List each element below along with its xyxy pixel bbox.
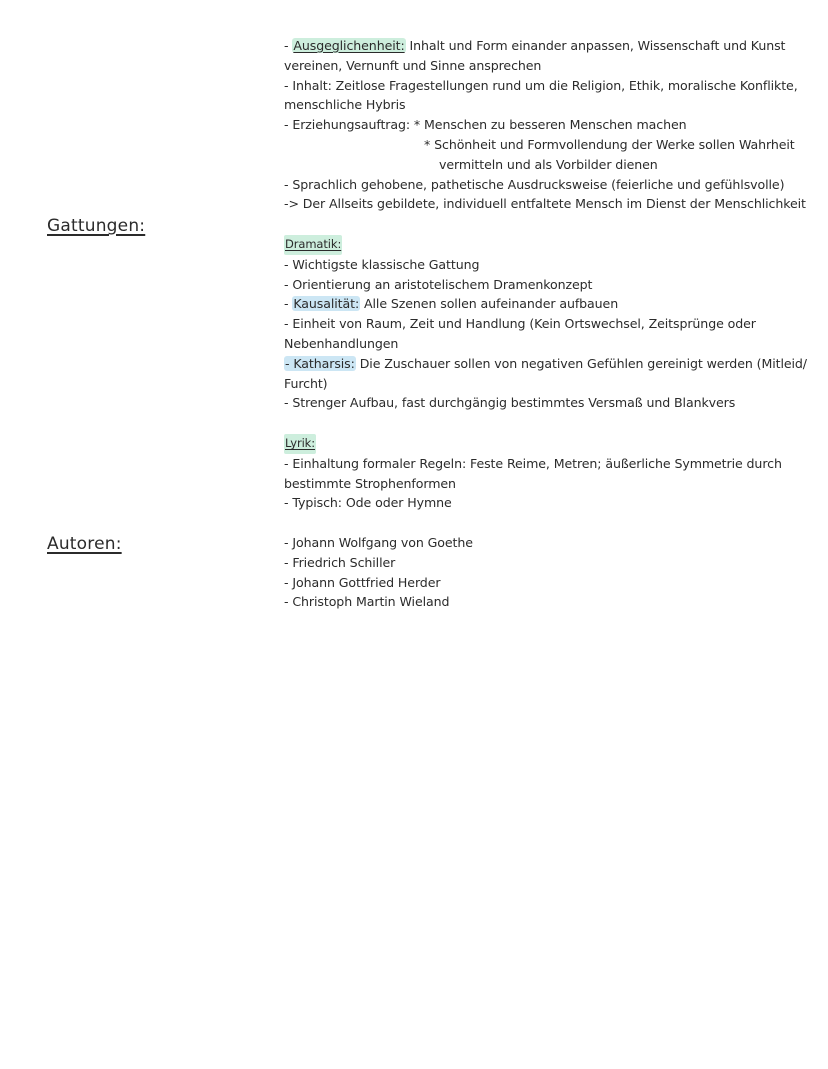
ideal-erziehung-point2: * Schönheit und Formvollendung der Werke sollen Wahrheit <box>424 136 795 152</box>
ideal-ausgeglichenheit <box>284 36 820 56</box>
dramatik-item: - Strenger Aufbau, fast durchgängig bestimmtes Versmaß und Blankvers <box>284 395 736 411</box>
ideal-mensch: -> Der Allseits gebildete, individuell entfaltete Mensch im Dienst der Menschlichkeit <box>284 196 806 212</box>
dramatik-item: - Orientierung an aristotelischem Dramenkonzept <box>284 276 593 292</box>
lyrik-title: Lyrik: <box>284 434 316 454</box>
author-item: - Johann Gottfried Herder <box>284 574 441 590</box>
dramatik-title: Dramatik: <box>284 235 342 255</box>
heading-gattungen: Gattungen: <box>47 216 146 236</box>
term-ausgeglichenheit: Ausgeglichenheit: <box>293 38 405 53</box>
term-kausalitaet: Kausalität: <box>293 296 360 312</box>
dramatik-item: - Einheit von Raum, Zeit und Handlung (Kein Ortswechsel, Zeitsprünge oder <box>284 316 756 332</box>
dramatik-item-cont: Nebenhandlungen <box>284 335 399 351</box>
lyrik-item-cont: bestimmte Strophenformen <box>284 475 456 491</box>
author-item: - Johann Wolfgang von Goethe <box>284 534 473 550</box>
author-item: - Friedrich Schiller <box>284 554 396 570</box>
ideal-erziehung-point2-cont: vermitteln und als Vorbilder dienen <box>439 156 658 172</box>
katharsis-text: Die Zuschauer sollen von negativen Gefühlen gereinigt werden (Mitleid/ <box>355 355 807 371</box>
term-katharsis: - Katharsis: <box>285 355 355 371</box>
katharsis-text-cont: Furcht) <box>284 375 328 391</box>
notes-content <box>284 36 820 612</box>
kausalitaet-text: Alle Szenen sollen aufeinander aufbauen <box>360 296 619 312</box>
ausgeglichenheit-text: Inhalt und Form einander anpassen, Wissenschaft und Kunst <box>405 38 786 53</box>
lyrik-item: - Typisch: Ode oder Hymne <box>284 495 452 511</box>
heading-autoren: Autoren: <box>47 534 122 554</box>
ideal-inhalt-cont: menschliche Hybris <box>284 97 406 113</box>
bullet-prefix: - <box>284 296 293 312</box>
dramatik-katharsis <box>284 354 820 374</box>
ausgeglichenheit-text-cont: vereinen, Vernunft und Sinne ansprechen <box>284 57 542 73</box>
lyrik-item: - Einhaltung formaler Regeln: Feste Reime, Metren; äußerliche Symmetrie durch <box>284 455 782 471</box>
dramatik-item: - Wichtigste klassische Gattung <box>284 256 480 272</box>
author-item: - Christoph Martin Wieland <box>284 594 450 610</box>
ideal-inhalt: - Inhalt: Zeitlose Fragestellungen rund um die Religion, Ethik, moralische Konflikte, <box>284 77 798 93</box>
ideal-erziehung: - Erziehungsauftrag: * Menschen zu besseren Menschen machen <box>284 117 687 133</box>
bullet-prefix: - <box>284 38 293 53</box>
dramatik-kausalitaet <box>284 294 820 314</box>
ideal-sprache: - Sprachlich gehobene, pathetische Ausdrucksweise (feierliche und gefühlsvolle) <box>284 176 785 192</box>
